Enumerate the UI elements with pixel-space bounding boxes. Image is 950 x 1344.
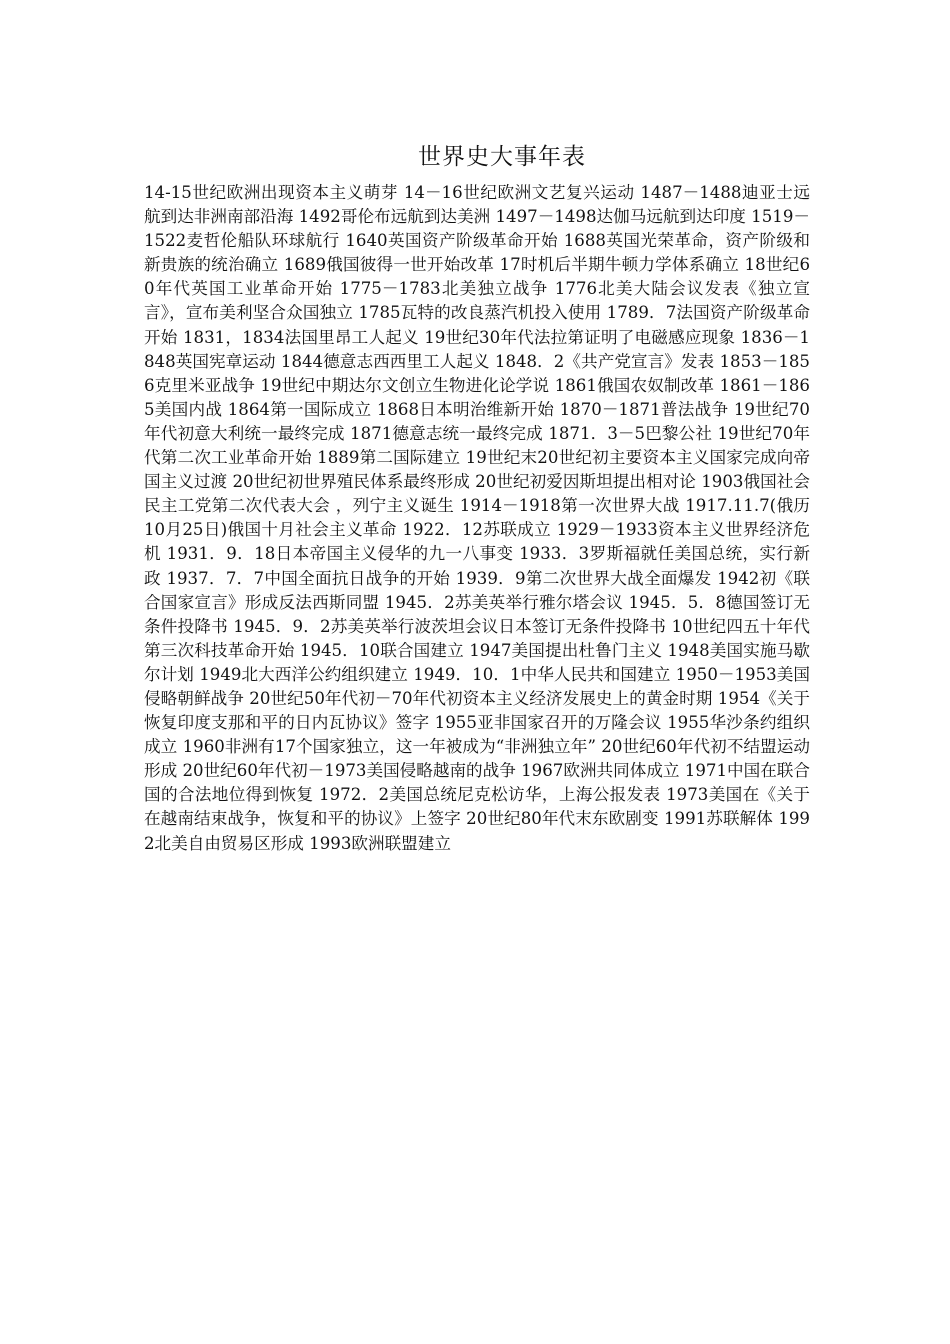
document-title: 世界史大事年表: [418, 144, 586, 170]
document-body-paragraph: 14-15世纪欧洲出现资本主义萌芽 14－16世纪欧洲文艺复兴运动 1487－1488迪亚士远航到达非洲南部沿海 1492哥伦布远航到达美洲 1497－1498达伽马远航到达印度 1519－1522麦哲伦船队环球航行 1640英国资产阶级革命开始 1688英国光荣革命，资产阶级和新贵族的统治确立 1689俄国彼得一世开始改革 17时机后半期牛顿力学体系确立 18世纪60年代英国工业革命开始 1775－1783北美独立战争 1776北美大陆会议发表《独立宣言》，宣布美利坚合众国独立 1785瓦特的改良蒸汽机投入使用 1789．7法国资产阶级革命开始 1831，1834法国里昂工人起义 19世纪30年代法拉第证明了电磁感应现象 1836－1848英国宪章运动 1844德意志西西里工人起义 1848．2《共产党宣言》发表 1853－1856克里米亚战争 19世纪中期达尔文创立生物进化论学说 1861俄国农奴制改革 1861－1865美国内战 1864第一国际成立 1868日本明治维新开始 1870－1871普法战争 19世纪70年代初意大利统一最终完成 1871德意志统一最终完成 1871．3－5巴黎公社 19世纪70年代第二次工业革命开始 1889第二国际建立 19世纪末20世纪初主要资本主义国家完成向帝国主义过渡 20世纪初世界殖民体系最终形成 20世纪初爱因斯坦提出相对论 1903俄国社会民主工党第二次代表大会 ，列宁主义诞生 1914－1918第一次世界大战 1917.11.7(俄历10月25日)俄国十月社会主义革命 1922．12苏联成立 1929－1933资本主义世界经济危机 1931．9．18日本帝国主义侵华的九一八事变 1933．3罗斯福就任美国总统，实行新政 1937．7．7中国全面抗日战争的开始 1939．9第二次世界大战全面爆发 1942初《联合国家宣言》形成反法西斯同盟 1945．2苏美英举行雅尔塔会议 1945．5．8德国签订无条件投降书 1945．9．2苏美英举行波茨坦会议日本签订无条件投降书 10世纪四五十年代第三次科技革命开始 1945．10联合国建立 1947美国提出杜鲁门主义 1948美国实施马歇尔计划 1949北大西洋公约组织建立 1949．10．1中华人民共和国建立 1950－1953美国侵略朝鲜战争 20世纪50年代初－70年代初资本主义经济发展史上的黄金时期 1954《关于恢复印度支那和平的日内瓦协议》签字 1955亚非国家召开的万隆会议 1955华沙条约组织成立 1960非洲有17个国家独立，这一年被成为“非洲独立年” 20世纪60年代初不结盟运动形成 20世纪60年代初－1973美国侵略越南的战争 1967欧洲共同体成立 1971中国在联合国的合法地位得到恢复 1972．2美国总统尼克松访华，上海公报发表 1973美国在《关于在越南结束战争，恢复和平的协议》上签字 20世纪80年代末东欧剧变 1991苏联解体 1992北美自由贸易区形成 1993欧洲联盟建立: [144, 183, 810, 853]
